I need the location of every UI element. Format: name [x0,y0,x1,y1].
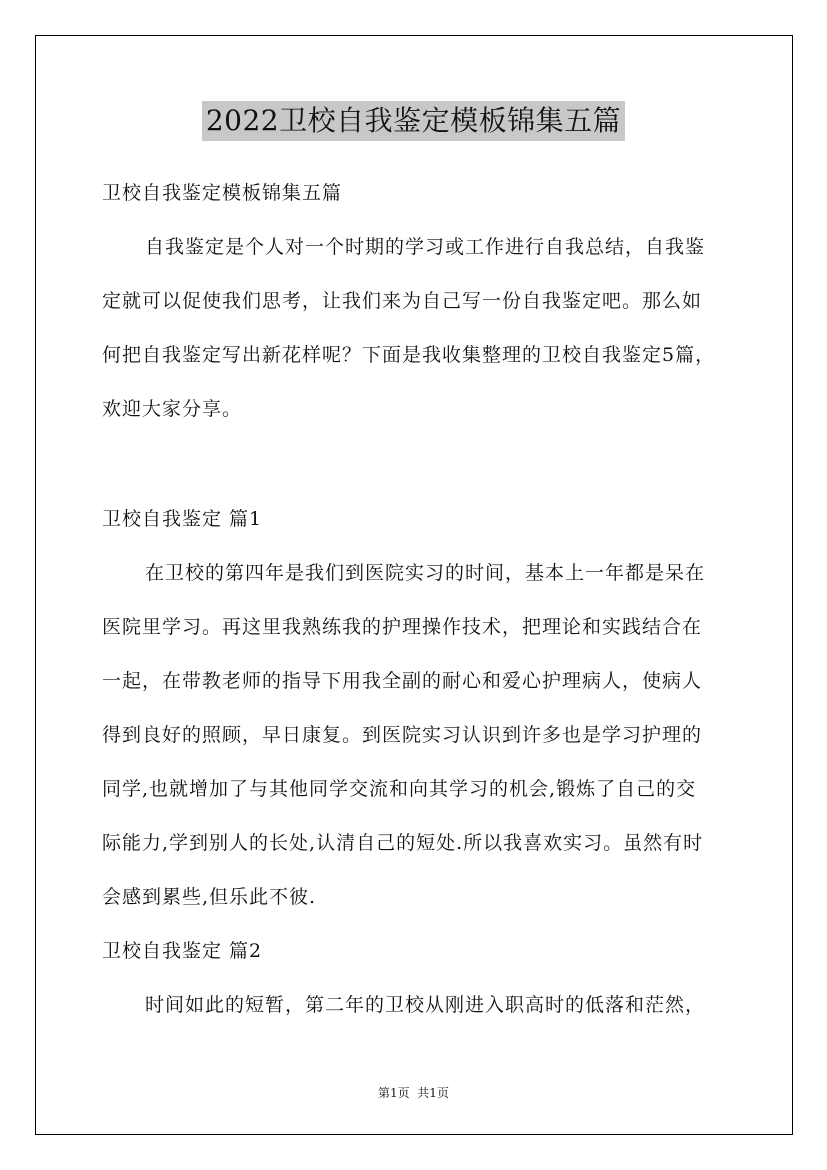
document-title-text: 2022卫校自我鉴定模板锦集五篇 [202,101,625,141]
section1-line-4: 得到良好的照顾，早日康复。到医院实习认识到许多也是学习护理的 [102,724,703,746]
section2-line-1: 时间如此的短暂，第二年的卫校从刚进入职高时的低落和茫然， [145,994,706,1016]
document-subtitle: 卫校自我鉴定模板锦集五篇 [102,182,343,204]
document-title [0,100,827,141]
intro-line-1: 自我鉴定是个人对一个时期的学习或工作进行自我总结，自我鉴 [145,236,706,258]
section1-line-7: 会感到累些,但乐此不彼. [102,886,317,908]
section1-heading: 卫校自我鉴定 篇1 [102,508,263,530]
intro-line-2: 定就可以促使我们思考，让我们来为自己写一份自我鉴定吧。那么如 [102,290,703,312]
intro-line-3: 何把自我鉴定写出新花样呢？下面是我收集整理的卫校自我鉴定5篇， [102,344,716,366]
section1-line-6: 际能力,学到别人的长处,认清自己的短处.所以我喜欢实习。虽然有时 [102,832,704,854]
section1-line-5: 同学,也就增加了与其他同学交流和向其学习的机会,锻炼了自己的交 [102,778,697,800]
section2-heading: 卫校自我鉴定 篇2 [102,940,263,962]
section1-line-1: 在卫校的第四年是我们到医院实习的时间，基本上一年都是呆在 [145,562,706,584]
intro-line-4: 欢迎大家分享。 [102,398,243,420]
section1-line-3: 一起，在带教老师的指导下用我全副的耐心和爱心护理病人，使病人 [102,670,703,692]
section1-line-2: 医院里学习。再这里我熟练我的护理操作技术，把理论和实践结合在 [102,616,703,638]
page-footer: 第1页 共1页 [378,1086,449,1100]
